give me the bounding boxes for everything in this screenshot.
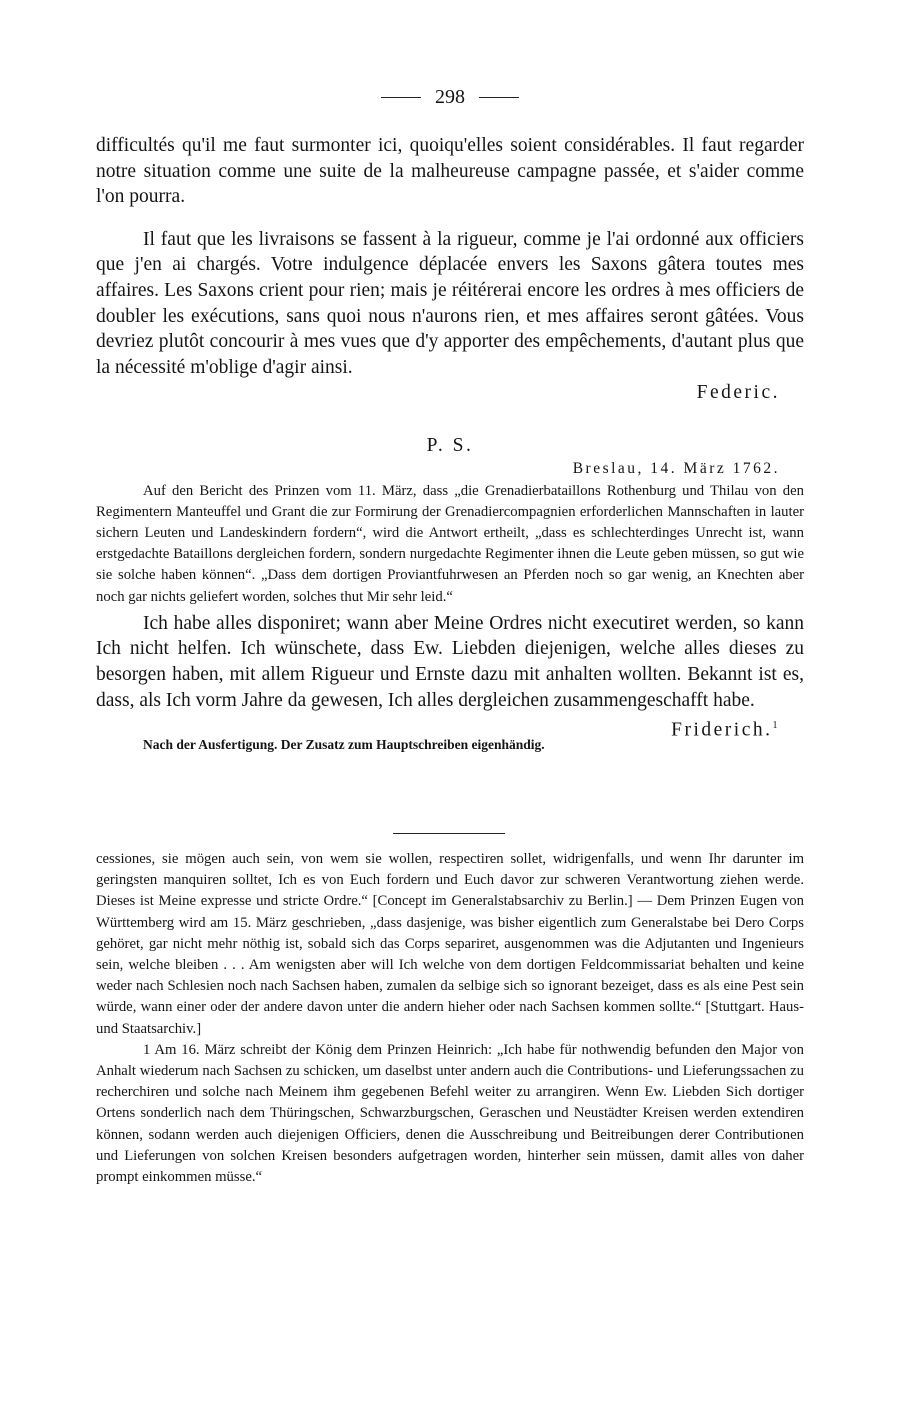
header-rule-left bbox=[381, 97, 421, 98]
page-number: 298 bbox=[435, 86, 465, 108]
letter-signature: Federic. bbox=[696, 382, 780, 404]
postscript-body: Ich habe alles disponiret; wann aber Meine Ordres nicht executiret werden, so kann Ich nicht helfen. Ich wünschete, dass Ew. Liebden diejenigen, welche alles dieses zu besorgen haben, mit allem Rigueur und Ernste dazu mit anhalten wollten. Bekannt ist es, dass, als Ich vorm Jahre da gewesen, Ich alles dergleichen zusammengeschafft habe. bbox=[96, 612, 804, 711]
postscript-summary: Auf den Bericht des Prinzen vom 11. März, dass „die Grenadierbataillons Rothenburg und Thilau von den Regimentern Manteuffel und Grant die zur Formirung der Grenadiercompagnien erforderlichen Mannschaften in lauter sichern Leuten und Landeskindern fordern“, wird die Antwort ertheilt, „dass es schlechterdinges Unrecht ist, wann erstgedachte Bataillons dergleichen fordern, sondern nurgedachte Regimenter ihnen die Leute geben müssen, so gut wie sie solche haben können“. „Dass dem dortigen Proviantfuhrwesen an Pferden noch so gar wenig, an Knechten aber noch gar nichts geliefert worden, solches thut Mir sehr leid.“ bbox=[96, 482, 804, 605]
postscript-heading: P. S. bbox=[426, 435, 474, 456]
postscript-dateline: Breslau, 14. März 1762. bbox=[572, 459, 780, 477]
footnotes bbox=[96, 849, 804, 1188]
letter-paragraph-2: Il faut que les livraisons se fassent à la rigueur, comme je l'ai ordonné aux officiers que j'en ai chargés. Votre indulgence déplacée envers les Saxons gâtera toutes mes affaires. Les Saxons crient pour rien; mais je réitérerai encore les ordres à mes officiers de doubler les exécutions, sans quoi nous n'aurons rien, et mes affaires seront gâtées. Vous devriez plutôt concourir à mes vues que d'y apporter des empêchements, d'autant plus que la nécessité m'oblige d'agir ainsi. bbox=[96, 228, 804, 378]
postscript-signature-text: Friderich. bbox=[671, 719, 773, 741]
footnote-continuation: cessiones, sie mögen auch sein, von wem sie wollen, respectiren sollet, widrigenfalls, und wenn Ihr darunter im geringsten manquiren solltet, Ich es von Euch fordern und Euch davor zur schweren Verantwortung ziehen werde. Dieses ist Meine expresse und stricte Ordre.“ [Concept im Generalstabsarchiv zu Berlin.] — Dem Prinzen Eugen von Württemberg wird am 15. März geschrieben, „dass dasjenige, was bisher eigentlich zum Generalstabe bei Dero Corps gehöret, gar nicht mehr nöthig ist, sobald sich das Corps separiret, ausgenommen was die Adjutanten und Ingenieurs sein, welche bleiben . . . Am wenigsten aber will Ich welche von dem dortigen Feldcommissariat behalten und keine weder nach Schlesien noch nach Sachsen haben, zumalen da selbige sich so ignorant bezeiget, dass es als eine Pest sein würde, wann einer oder der andere davon unter die andern hieher oder nach Sachsen kommen sollte.“ [Stuttgart. Haus- und Staatsarchiv.] bbox=[96, 851, 804, 1037]
french-letter bbox=[96, 133, 804, 406]
postscript bbox=[96, 433, 804, 753]
footnote-separator bbox=[393, 833, 505, 834]
footnote-1: 1 Am 16. März schreibt der König dem Prinzen Heinrich: „Ich habe für nothwendig befunden den Major von Anhalt wiederum nach Sachsen zu schicken, um daselbst unter andern auch die Contributions- und Lieferungssachen zu recherchiren und solche nach Meinem ihm gegebenen Befehl weiter zu arrangiren. Wenn Ew. Liebden Sich dortiger Ortens sonderlich nach dem Thüringschen, Schwarzburgschen, Geraschen und Neustädter Kreisen werden extendiren können, sodann werden auch diejenigen Officiers, denen die Ausschreibung und Beitreibungen derer Contributionen und Lieferungen von solchen Kreisen besonders aufgetragen worden, hinterher sein müssen, damit alles von daher prompt einkommen müsse.“ bbox=[96, 1041, 804, 1186]
header-rule-right bbox=[479, 97, 519, 98]
page-header bbox=[96, 86, 804, 120]
source-note: Nach der Ausfertigung. Der Zusatz zum Hauptschreiben eigenhändig. bbox=[143, 737, 545, 753]
letter-paragraph-1: difficultés qu'il me faut surmonter ici, quoiqu'elles soient considérables. Il faut regarder notre situation comme une suite de la malheureuse campagne passée, et s'aider comme l'on pourra. bbox=[96, 135, 804, 208]
footnote-marker: 1 bbox=[772, 720, 780, 732]
